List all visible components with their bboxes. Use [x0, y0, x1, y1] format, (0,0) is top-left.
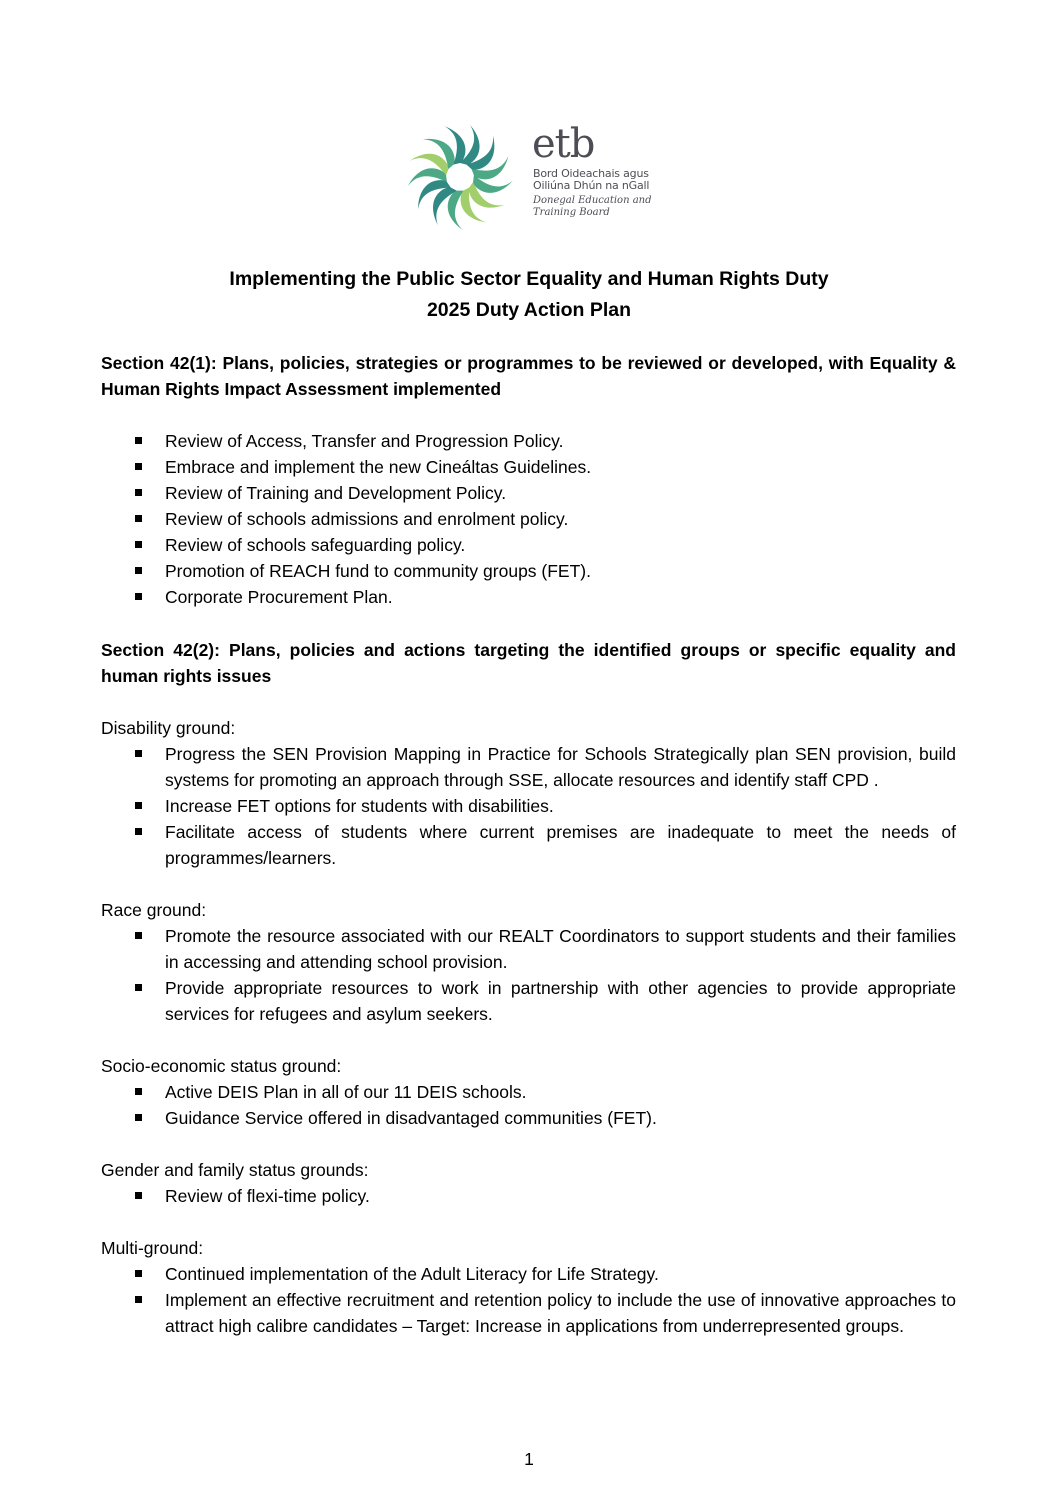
multi-ground-list: [101, 1261, 956, 1339]
logo-irish-name-line-1: Bord Oideachais agus: [533, 167, 649, 180]
bullet-icon: [135, 802, 142, 809]
bullet-icon: [135, 515, 142, 522]
bullet-icon: [135, 828, 142, 835]
document-subtitle: 2025 Duty Action Plan: [426, 299, 632, 321]
bullet-icon: [135, 567, 142, 574]
bullet-icon: [135, 750, 142, 757]
socio-economic-ground-list: [101, 1079, 956, 1131]
ground-label: Socio-economic status ground:: [101, 1056, 342, 1076]
section-42-2: [101, 637, 956, 1339]
section-42-1: [101, 350, 956, 610]
list-item: Review of schools admissions and enrolment policy.: [101, 506, 956, 532]
list-item: Facilitate access of students where current premises are inadequate to meet the needs of programmes/learners.: [101, 819, 956, 871]
bullet-icon: [135, 593, 142, 600]
bullet-icon: [135, 1296, 142, 1303]
document-title: Implementing the Public Sector Equality and Human Rights Duty: [229, 268, 829, 290]
list-item: Review of Training and Development Policy.: [101, 480, 956, 506]
bullet-icon: [135, 437, 142, 444]
gender-family-ground-list: [101, 1183, 956, 1209]
section-heading: Section 42(2): Plans, policies and actions targeting the identified groups or specific equality and human rights issues: [101, 640, 956, 686]
logo-english-name-line-2: Training Board: [533, 207, 610, 218]
list-item: Implement an effective recruitment and retention policy to include the use of innovative approaches to attract high calibre candidates – Target: Increase in applications from underrepresented groups.: [101, 1287, 956, 1339]
logo-wordmark: etb: [532, 121, 595, 167]
bullet-icon: [135, 1088, 142, 1095]
list-item: Guidance Service offered in disadvantaged communities (FET).: [101, 1105, 956, 1131]
ground-label: Disability ground:: [101, 718, 236, 738]
list-item: Review of schools safeguarding policy.: [101, 532, 956, 558]
list-item: Embrace and implement the new Cineáltas Guidelines.: [101, 454, 956, 480]
bullet-icon: [135, 1270, 142, 1277]
swirl-logo-icon: [405, 122, 515, 232]
list-item: Provide appropriate resources to work in partnership with other agencies to provide appropriate services for refugees and asylum seekers.: [101, 975, 956, 1027]
bullet-icon: [135, 463, 142, 470]
list-item: Corporate Procurement Plan.: [101, 584, 956, 610]
list-item: Increase FET options for students with disabilities.: [101, 793, 956, 819]
list-item: Progress the SEN Provision Mapping in Practice for Schools Strategically plan SEN provision, build systems for promoting an approach through SSE, allocate resources and identify staff CPD .: [101, 741, 956, 793]
section-42-1-list: [101, 428, 956, 610]
bullet-icon: [135, 541, 142, 548]
ground-label: Gender and family status grounds:: [101, 1160, 369, 1180]
logo-english-name-line-1: Donegal Education and: [533, 195, 652, 206]
bullet-icon: [135, 1114, 142, 1121]
etb-logo: [405, 120, 655, 232]
logo-irish-name-line-2: Oiliúna Dhún na nGall: [533, 179, 650, 192]
ground-label: Multi-ground:: [101, 1238, 204, 1258]
bullet-icon: [135, 932, 142, 939]
list-item: Review of flexi-time policy.: [101, 1183, 956, 1209]
page-number: 1: [524, 1449, 534, 1469]
list-item: Promotion of REACH fund to community groups (FET).: [101, 558, 956, 584]
section-heading: Section 42(1): Plans, policies, strategies or programmes to be reviewed or developed, with Equality & Human Rights Impact Assessment implemented: [101, 353, 956, 399]
ground-label: Race ground:: [101, 900, 207, 920]
disability-ground-list: [101, 741, 956, 871]
bullet-icon: [135, 1192, 142, 1199]
list-item: Review of Access, Transfer and Progression Policy.: [101, 428, 956, 454]
list-item: Active DEIS Plan in all of our 11 DEIS schools.: [101, 1079, 956, 1105]
bullet-icon: [135, 489, 142, 496]
list-item: Promote the resource associated with our REALT Coordinators to support students and their families in accessing and attending school provision.: [101, 923, 956, 975]
list-item: Continued implementation of the Adult Literacy for Life Strategy.: [101, 1261, 956, 1287]
race-ground-list: [101, 923, 956, 1027]
bullet-icon: [135, 984, 142, 991]
